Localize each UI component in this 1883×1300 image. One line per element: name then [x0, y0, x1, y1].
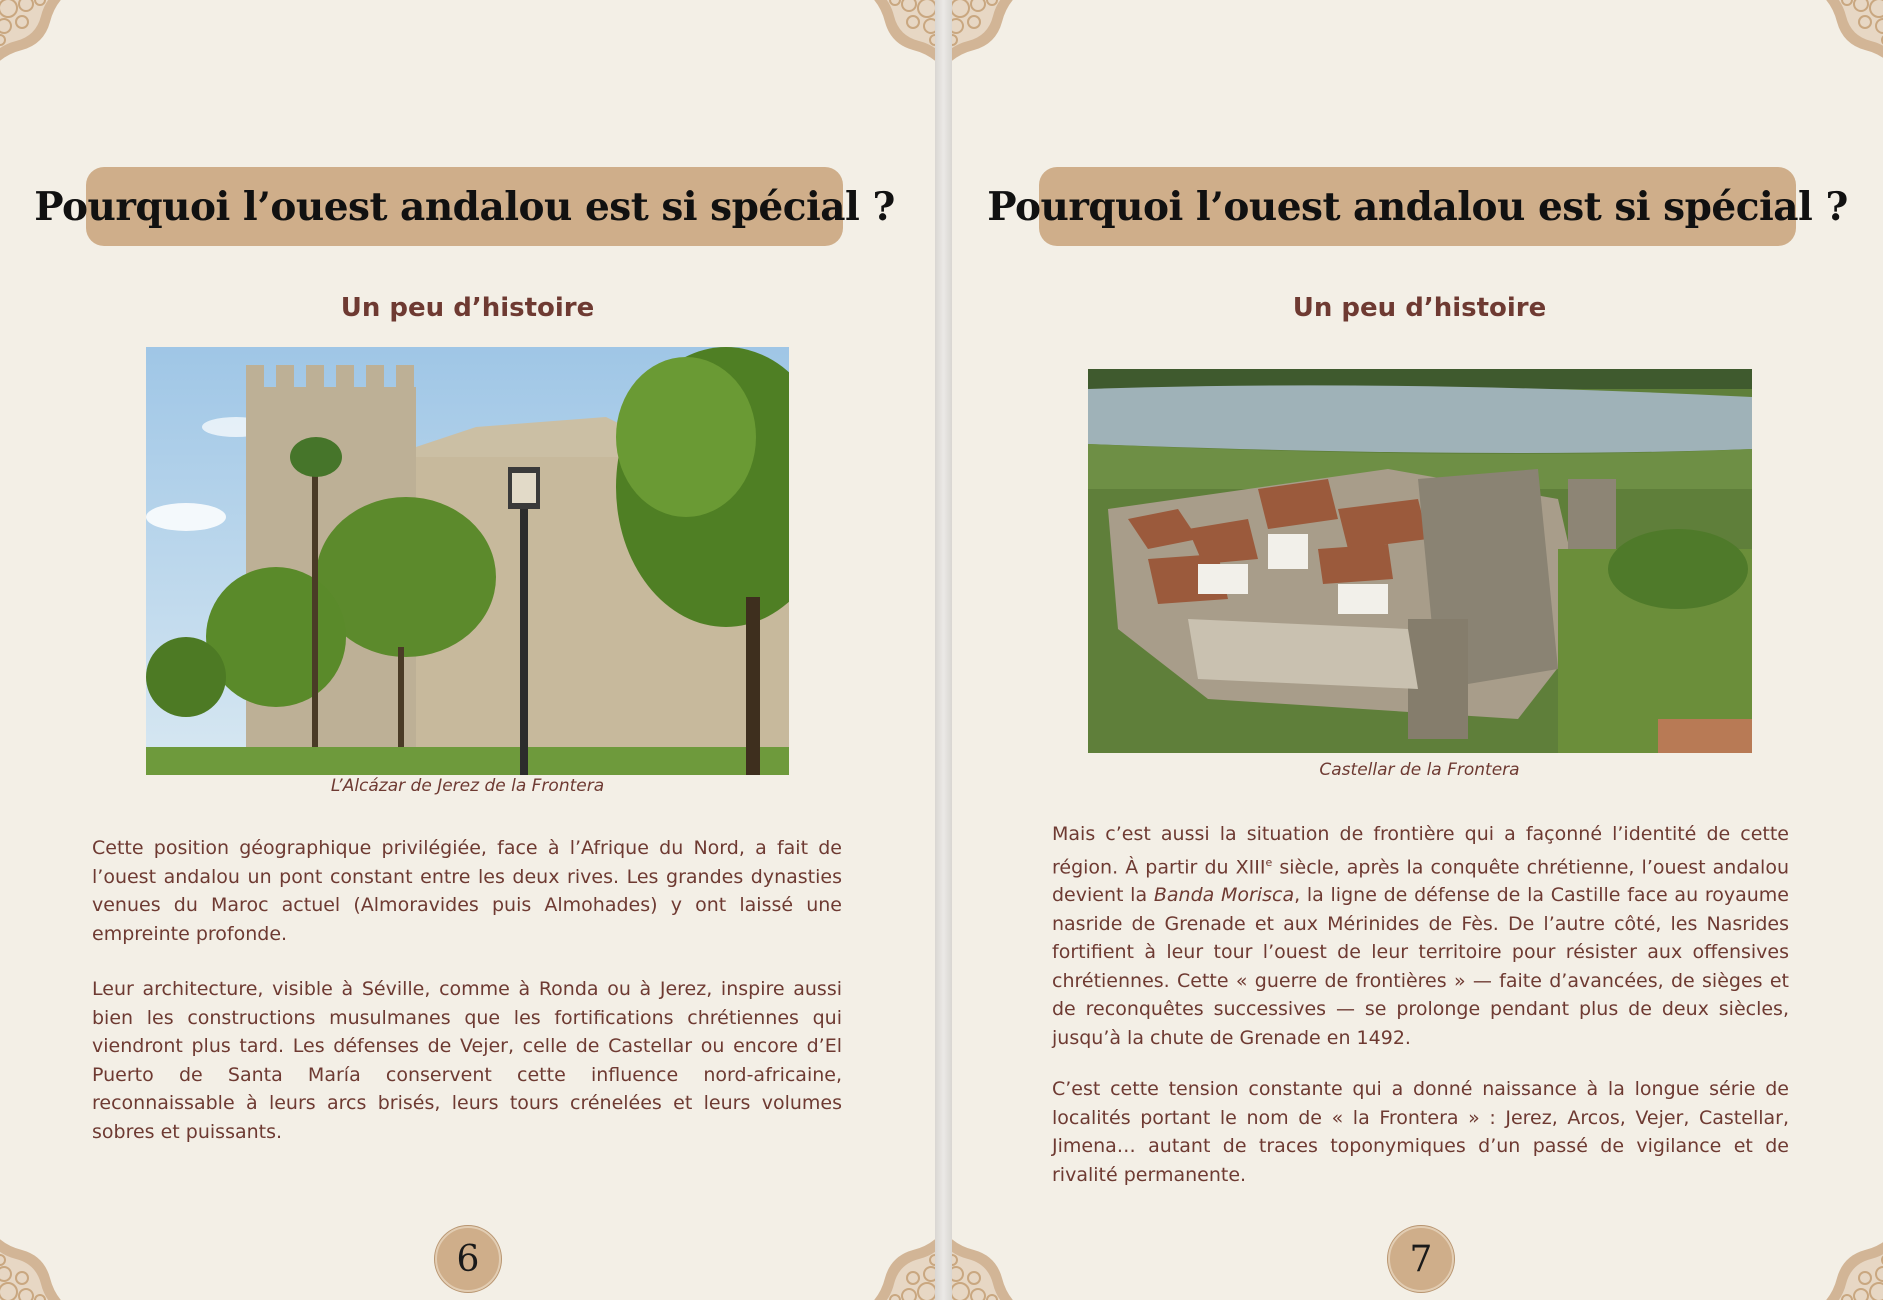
page-number: 7	[1388, 1226, 1454, 1292]
section-subtitle: Un peu d’histoire	[340, 293, 595, 323]
photo-caption: Castellar de la Frontera	[1319, 760, 1520, 780]
moorish-corner-ornament-icon	[1791, 1204, 1883, 1300]
moorish-corner-ornament-icon	[1791, 0, 1883, 96]
paragraph-1: Cette position géographique privilégiée, face à l’Afrique du Nord, a fait de l’ouest andalou un pont constant entre les deux rives. Les grandes dynasties venues du Maroc actuel (Almoravides puis Almohades) y ont laissé une empreinte profonde.	[92, 837, 842, 945]
left-page	[0, 0, 935, 1300]
photo-caption: L’Alcázar de Jerez de la Frontera	[330, 776, 605, 796]
right-page	[952, 0, 1883, 1300]
moorish-corner-ornament-icon	[952, 1204, 1048, 1300]
moorish-corner-ornament-icon	[952, 0, 1048, 96]
title-banner	[34, 167, 895, 246]
moorish-corner-ornament-icon	[839, 1204, 935, 1300]
paragraph-2: Leur architecture, visible à Séville, comme à Ronda ou à Jerez, inspire aussi bien les constructions musulmanes que les fortifications chrétiennes qui viendront plus tard. Les défenses de Vejer, celle de Castellar ou encore d’El Puerto de Santa María conservent cette influence nord-africaine, reconnaissable à leurs arcs brisés, leurs tours crénelées et leurs volumes sobres et puissants.	[92, 978, 842, 1143]
page-number: 6	[435, 1226, 501, 1292]
moorish-corner-ornament-icon	[839, 0, 935, 96]
book-spine	[935, 0, 952, 1300]
page-title: Pourquoi l’ouest andalou est si spécial ?	[34, 183, 895, 230]
paragraph-1: Mais c’est aussi la situation de frontière qui a façonné l’identité de cette région. À partir du XIIIe siècle, après la conquête chrétienne, l’ouest andalou devient la Banda Morisca, la ligne de défense de la Castille face au royaume nasride de Grenade et aux Mérinides de Fès. De l’autre côté, les Nasrides fortifient à leur tour l’ouest de leur territoire pour résister aux offensives chrétiennes. Cette « guerre de frontières » — faite d’avancées, de sièges et de reconquêtes successives — se prolonge pendant plus de deux siècles, jusqu’à la chute de Grenade en 1492.	[1052, 823, 1789, 1049]
alcazar-photo	[146, 347, 789, 775]
page-title: Pourquoi l’ouest andalou est si spécial ?	[987, 183, 1848, 230]
moorish-corner-ornament-icon	[0, 0, 96, 96]
moorish-corner-ornament-icon	[0, 1204, 96, 1300]
paragraph-2: C’est cette tension constante qui a donné naissance à la longue série de localités portant le nom de « la Frontera » : Jerez, Arcos, Vejer, Castellar, Jimena… autant de traces toponymiques d’un passé de vigilance et de rivalité permanente.	[1052, 1078, 1789, 1186]
title-banner	[987, 167, 1848, 246]
castellar-photo	[1088, 369, 1752, 753]
section-subtitle: Un peu d’histoire	[1292, 293, 1547, 323]
